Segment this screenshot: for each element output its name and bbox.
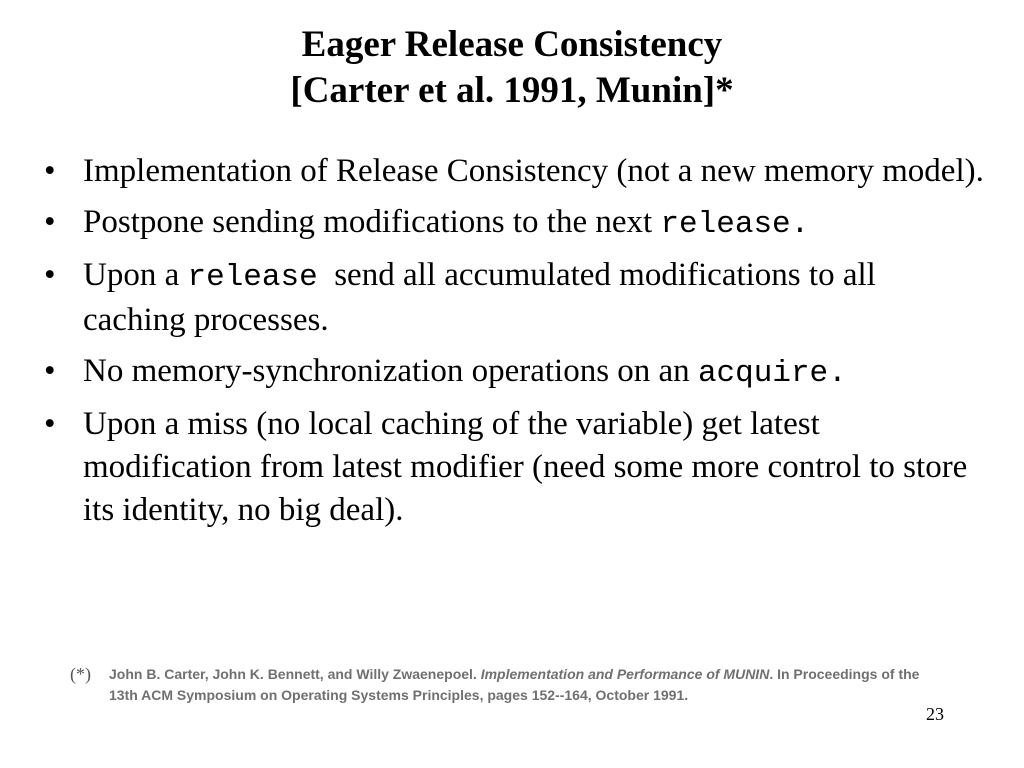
slide-title [0,22,1024,114]
bullet-text: No memory-synchronization operations on an [83,353,698,389]
code-term-acquire: acquire. [697,356,847,391]
bullet-text: Postpone sending modifications to the next [83,204,661,240]
bullet-icon: • [44,406,56,442]
bullet-item [44,254,984,342]
bullet-item [44,150,984,193]
bullet-icon: • [44,153,56,189]
code-term-release: release [187,260,318,295]
footnote [70,664,950,706]
footnote-reference [109,664,950,706]
footnote-authors: John B. Carter, John K. Bennett, and Willy Zwaenepoel. [109,666,481,682]
bullet-icon: • [44,257,56,293]
bullet-text: Upon a [83,257,188,293]
page-number: 23 [926,704,944,724]
bullet-item [44,201,984,246]
title-line-1: Eager Release Consistency [301,24,723,65]
footnote-paper-title: Implementation and Performance of MUNIN [480,666,770,682]
bullet-text: Implementation of Release Consistency (not a new memory model). [83,153,984,189]
bullet-item [44,350,984,395]
bullet-icon: • [44,204,56,240]
bullet-text: Upon a miss (no local caching of the variable) get latest modification from latest modifier (need some more control to store its identity, no big deal). [83,406,968,528]
bullet-list [44,150,984,540]
bullet-item [44,403,984,532]
code-term-release: release. [660,207,810,242]
footnote-marker: (*) [70,664,91,684]
title-line-2: [Carter et al. 1991, Munin]* [290,70,734,111]
bullet-text-continued: send all accumulated modifications to all caching processes. [83,257,885,338]
footnote-venue: . In Proceedings of the 13th ACM Symposium on Operating Systems Principles, pages 152--164, October 1991. [109,666,920,703]
bullet-icon: • [44,353,56,389]
